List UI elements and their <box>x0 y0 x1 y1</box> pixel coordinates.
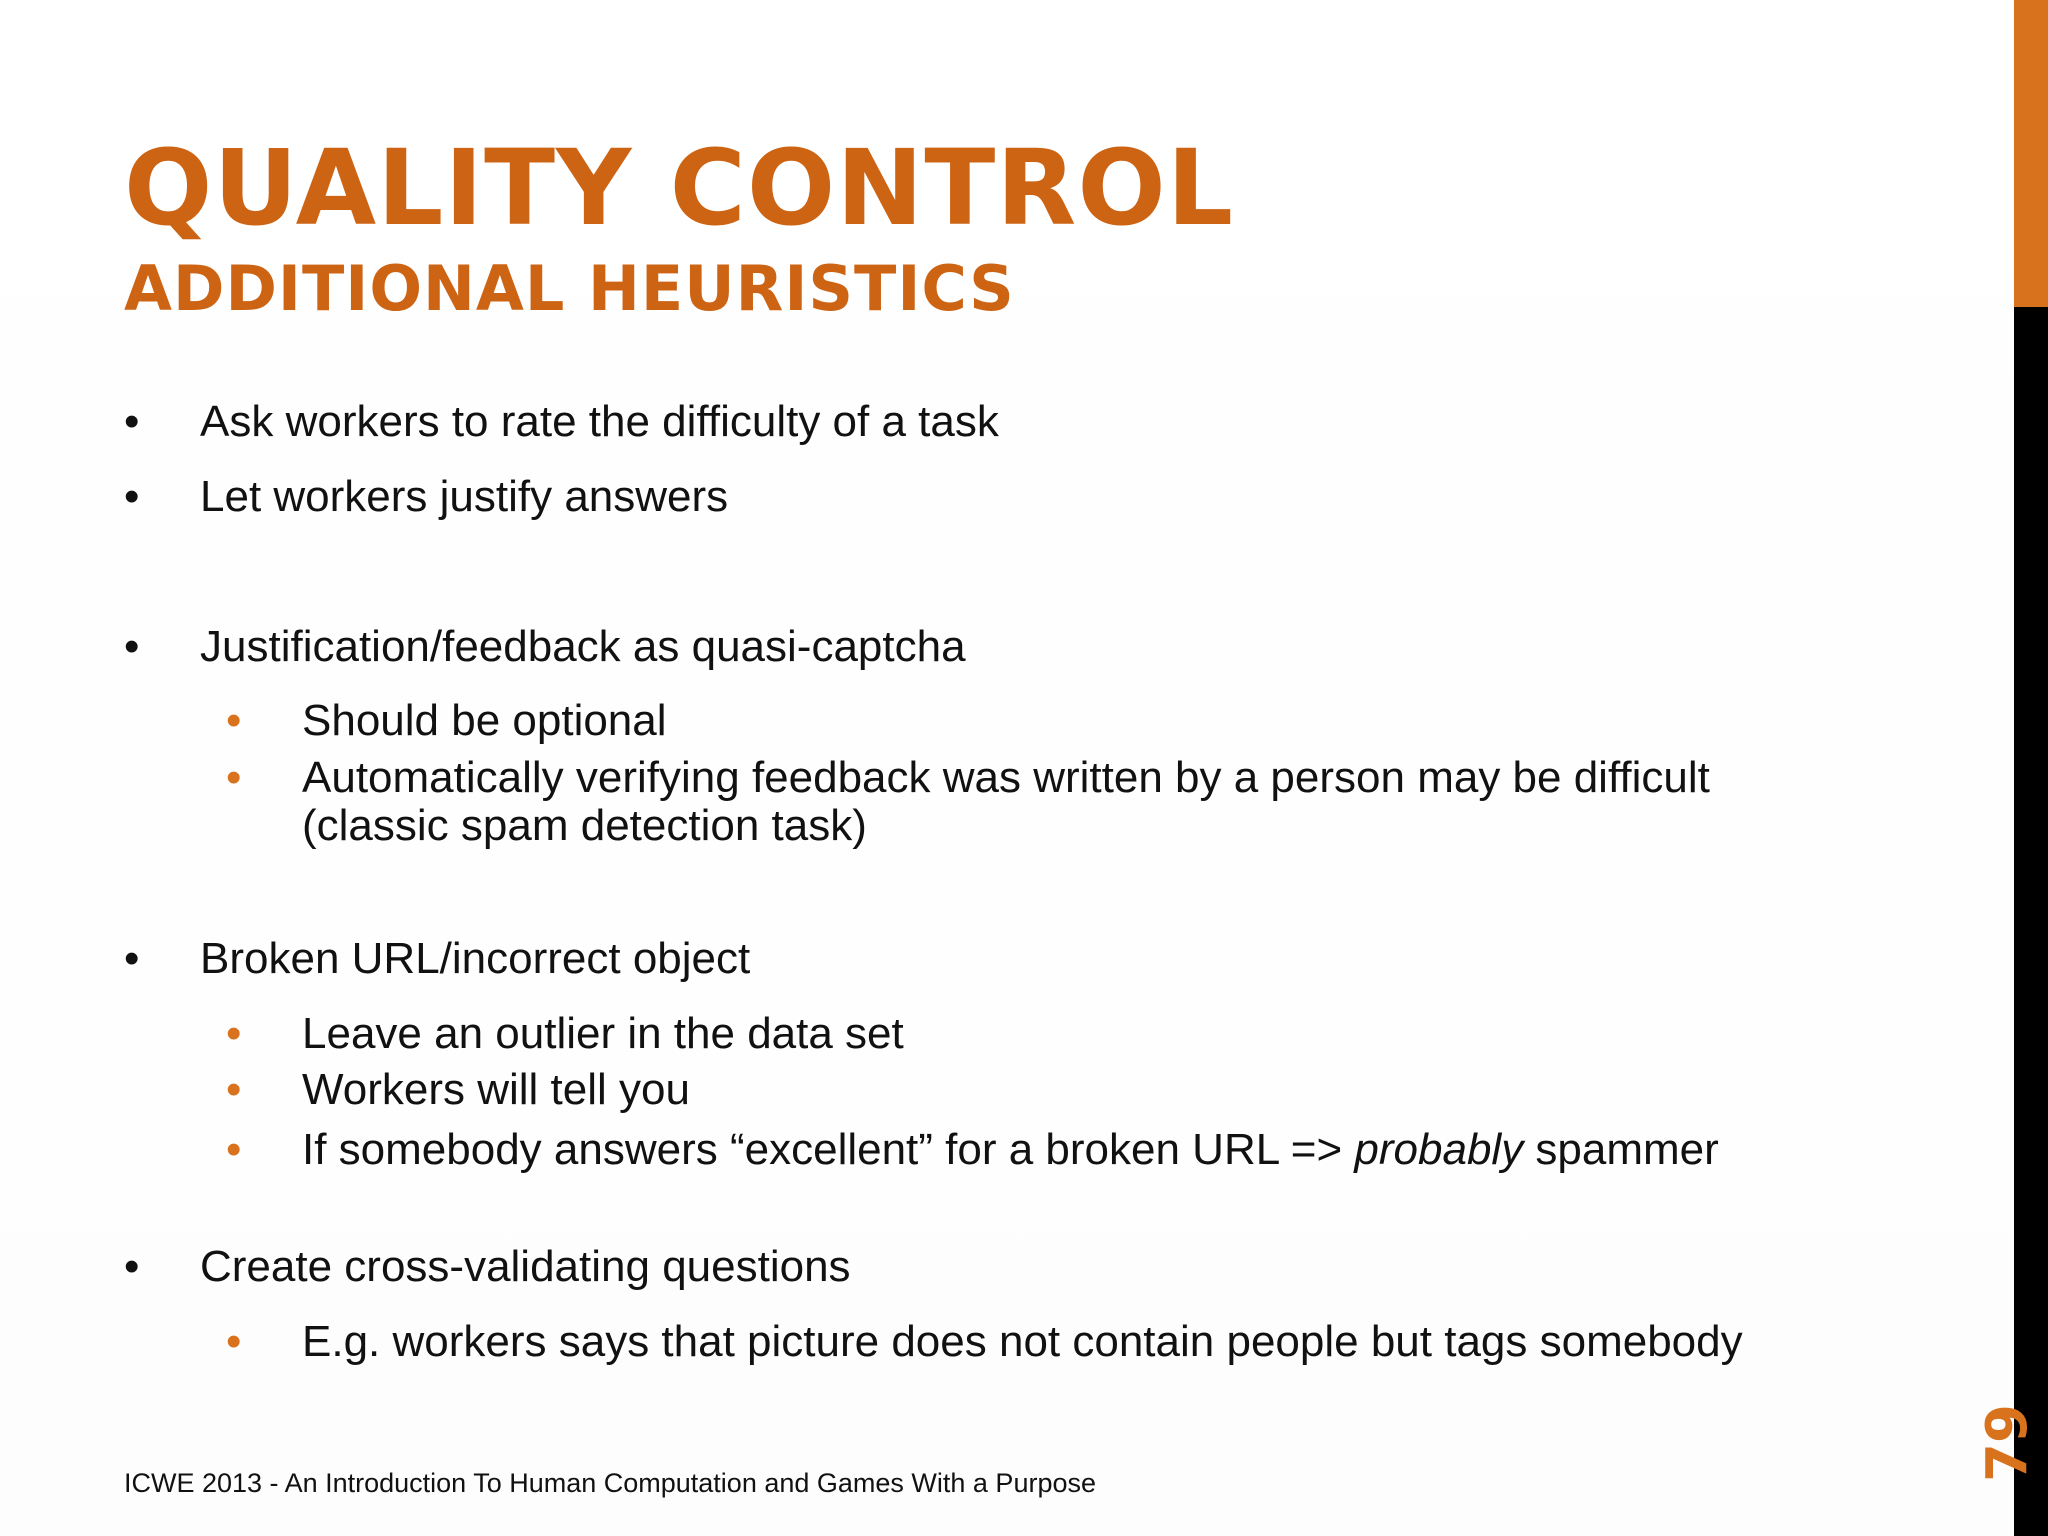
sub-bullet-marker: • <box>226 1065 242 1114</box>
sub-bullet-marker: • <box>226 753 242 802</box>
bullet-text: Broken URL/incorrect object <box>200 934 751 983</box>
sub-bullet-marker: • <box>226 696 242 745</box>
sub-bullet-text-line: Automatically verifying feedback was written by a person may be difficult <box>302 753 1710 802</box>
sub-bullet-text: Leave an outlier in the data set <box>302 1009 904 1058</box>
bullet-marker: • <box>124 472 140 521</box>
sub-bullet-text: Workers will tell you <box>302 1065 690 1114</box>
bullet-marker: • <box>124 397 140 446</box>
sub-bullet-text: E.g. workers says that picture does not contain people but tags somebody <box>302 1317 1743 1366</box>
sub-bullet-marker: • <box>226 1009 242 1058</box>
page-number: 79 <box>1975 1404 2040 1482</box>
sub-bullet-text: Should be optional <box>302 696 667 745</box>
slide-footer: ICWE 2013 - An Introduction To Human Computation and Games With a Purpose <box>124 1468 1096 1498</box>
bullet-marker: • <box>124 1242 140 1291</box>
bullet-text: Let workers justify answers <box>200 472 729 521</box>
bullet-text: Justification/feedback as quasi-captcha <box>200 622 966 671</box>
sub-bullet-text-line: (classic spam detection task) <box>302 800 867 850</box>
side-bar-accent <box>2014 0 2048 307</box>
sub-bullet-text-part: If somebody answers “excellent” for a broken URL => <box>302 1125 1355 1174</box>
bullet-text: Create cross-validating questions <box>200 1242 851 1291</box>
sub-bullet-marker: • <box>226 1125 242 1174</box>
slide-subtitle: ADDITIONAL HEURISTICS <box>124 252 1015 325</box>
sub-bullet-emphasis: probably <box>1354 1125 1524 1174</box>
sub-bullet-text <box>302 754 1710 849</box>
sub-bullet-text <box>302 1126 1719 1174</box>
sub-bullet-text-part: spammer <box>1523 1125 1719 1174</box>
bullet-marker: • <box>124 934 140 983</box>
slide-title: QUALITY CONTROL <box>124 127 1235 249</box>
sub-bullet-marker: • <box>226 1317 242 1366</box>
bullet-text: Ask workers to rate the difficulty of a task <box>200 397 999 446</box>
bullet-marker: • <box>124 622 140 671</box>
